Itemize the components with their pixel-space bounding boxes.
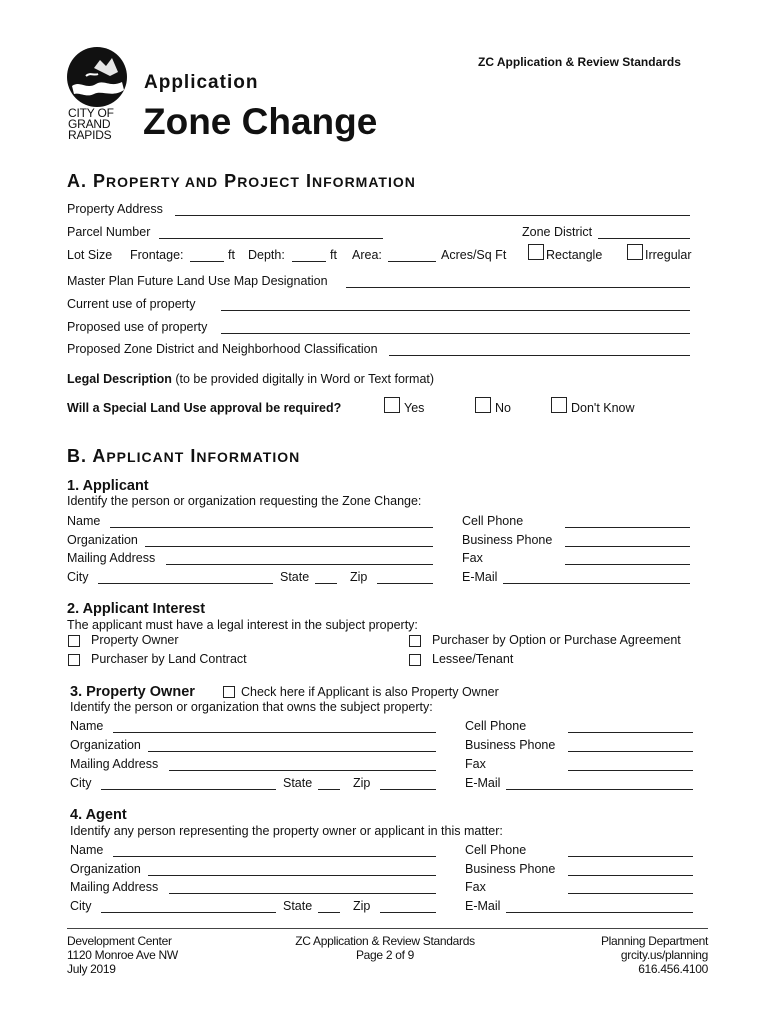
- owner-zip-label: Zip: [353, 776, 371, 790]
- special-land-use-question: Will a Special Land Use approval be required?: [67, 401, 342, 415]
- agent-state-label: State: [283, 899, 313, 913]
- area-label: Area:: [352, 248, 382, 262]
- agent-business-field[interactable]: [568, 875, 693, 876]
- special-dont-know-checkbox[interactable]: [551, 397, 567, 413]
- owner-email-field[interactable]: [506, 789, 693, 790]
- owner-state-label: State: [283, 776, 313, 790]
- section-a-title: A. PROPERTY AND PROJECT INFORMATION: [67, 171, 416, 191]
- applicant-city-field[interactable]: [98, 583, 273, 584]
- agent-mailing-label: Mailing Address: [70, 880, 159, 894]
- owner-mailing-field[interactable]: [169, 770, 436, 771]
- current-use-label: Current use of property: [67, 297, 196, 311]
- applicant-state-label: State: [280, 570, 310, 584]
- agent-city-label: City: [70, 899, 92, 913]
- applicant-fax-field[interactable]: [565, 564, 690, 565]
- owner-same-checkbox[interactable]: [223, 686, 235, 698]
- owner-mailing-label: Mailing Address: [70, 757, 159, 771]
- applicant-name-label: Name: [67, 514, 101, 528]
- current-use-field[interactable]: [221, 310, 690, 311]
- agent-fax-field[interactable]: [568, 893, 693, 894]
- agent-heading: 4. Agent: [70, 807, 127, 823]
- acres-label: Acres/Sq Ft: [441, 248, 507, 262]
- agent-fax-label: Fax: [465, 880, 486, 894]
- agent-state-field[interactable]: [318, 912, 340, 913]
- interest-lessee-checkbox[interactable]: [409, 654, 421, 666]
- interest-desc: The applicant must have a legal interest in the subject property:: [67, 618, 418, 632]
- rectangle-label: Rectangle: [546, 248, 603, 262]
- lot-size-label: Lot Size: [67, 248, 113, 262]
- interest-option-label: Purchaser by Option or Purchase Agreement: [432, 633, 681, 647]
- interest-option-checkbox[interactable]: [409, 635, 421, 647]
- applicant-email-label: E-Mail: [462, 570, 498, 584]
- legal-description: Legal Description (to be provided digitally in Word or Text format): [67, 372, 435, 386]
- agent-zip-field[interactable]: [380, 912, 436, 913]
- agent-name-field[interactable]: [113, 856, 436, 857]
- owner-cell-label: Cell Phone: [465, 719, 527, 733]
- special-no-label: No: [495, 401, 511, 415]
- owner-org-label: Organization: [70, 738, 141, 752]
- owner-city-label: City: [70, 776, 92, 790]
- owner-email-label: E-Mail: [465, 776, 501, 790]
- agent-cell-label: Cell Phone: [465, 843, 527, 857]
- owner-heading: 3. Property Owner: [70, 684, 195, 700]
- agent-name-label: Name: [70, 843, 104, 857]
- agent-email-label: E-Mail: [465, 899, 501, 913]
- applicant-zip-label: Zip: [350, 570, 368, 584]
- special-yes-checkbox[interactable]: [384, 397, 400, 413]
- agent-mailing-field[interactable]: [169, 893, 436, 894]
- agent-city-field[interactable]: [101, 912, 276, 913]
- applicant-org-label: Organization: [67, 533, 138, 547]
- agent-org-field[interactable]: [148, 875, 436, 876]
- applicant-cell-label: Cell Phone: [462, 514, 524, 528]
- area-field[interactable]: [388, 261, 436, 262]
- applicant-cell-field[interactable]: [565, 527, 690, 528]
- irregular-checkbox[interactable]: [627, 244, 643, 260]
- footer-center: ZC Application & Review Standards Page 2 of 9: [295, 934, 475, 962]
- owner-same-label: Check here if Applicant is also Property Owner: [241, 685, 499, 699]
- application-label: Application: [144, 72, 259, 93]
- depth-field[interactable]: [292, 261, 326, 262]
- interest-land-contract-label: Purchaser by Land Contract: [91, 652, 247, 666]
- applicant-mailing-field[interactable]: [166, 564, 433, 565]
- applicant-mailing-label: Mailing Address: [67, 551, 156, 565]
- applicant-desc: Identify the person or organization requesting the Zone Change:: [67, 494, 422, 508]
- city-logo: [66, 46, 128, 108]
- owner-desc: Identify the person or organization that owns the subject property:: [70, 700, 433, 714]
- frontage-field[interactable]: [190, 261, 224, 262]
- owner-zip-field[interactable]: [380, 789, 436, 790]
- interest-owner-label: Property Owner: [91, 633, 179, 647]
- applicant-business-label: Business Phone: [462, 533, 553, 547]
- proposed-zone-label: Proposed Zone District and Neighborhood Classification: [67, 342, 378, 356]
- irregular-label: Irregular: [645, 248, 692, 262]
- section-b-title: B. APPLICANT INFORMATION: [67, 446, 301, 466]
- proposed-use-label: Proposed use of property: [67, 320, 208, 334]
- parcel-number-field[interactable]: [159, 238, 383, 239]
- page-title: Zone Change: [143, 101, 378, 142]
- zone-district-field[interactable]: [598, 238, 690, 239]
- rectangle-checkbox[interactable]: [528, 244, 544, 260]
- proposed-zone-field[interactable]: [389, 355, 690, 356]
- applicant-heading: 1. Applicant: [67, 478, 149, 494]
- depth-label: Depth:: [248, 248, 285, 262]
- property-address-label: Property Address: [67, 202, 163, 216]
- logo-text: CITY OF GRAND RAPIDS: [68, 106, 114, 142]
- agent-business-label: Business Phone: [465, 862, 556, 876]
- footer-divider: [67, 928, 708, 929]
- parcel-number-label: Parcel Number: [67, 225, 151, 239]
- owner-name-field[interactable]: [113, 732, 436, 733]
- standards-header: ZC Application & Review Standards: [478, 55, 681, 69]
- owner-business-label: Business Phone: [465, 738, 556, 752]
- agent-zip-label: Zip: [353, 899, 371, 913]
- applicant-zip-field[interactable]: [377, 583, 433, 584]
- owner-fax-label: Fax: [465, 757, 486, 771]
- proposed-use-field[interactable]: [221, 333, 690, 334]
- agent-email-field[interactable]: [506, 912, 693, 913]
- city-logo-icon: [66, 46, 128, 108]
- interest-land-contract-checkbox[interactable]: [68, 654, 80, 666]
- agent-org-label: Organization: [70, 862, 141, 876]
- footer-right: Planning Department grcity.us/planning 616.456.4100: [600, 934, 708, 976]
- applicant-business-field[interactable]: [565, 546, 690, 547]
- owner-org-field[interactable]: [148, 751, 436, 752]
- master-plan-field[interactable]: [346, 287, 690, 288]
- zone-district-label: Zone District: [522, 225, 593, 239]
- applicant-org-field[interactable]: [145, 546, 433, 547]
- interest-owner-checkbox[interactable]: [68, 635, 80, 647]
- special-no-checkbox[interactable]: [475, 397, 491, 413]
- special-yes-label: Yes: [404, 401, 425, 415]
- owner-city-field[interactable]: [101, 789, 276, 790]
- property-address-field[interactable]: [175, 215, 690, 216]
- owner-fax-field[interactable]: [568, 770, 693, 771]
- footer-left: Development Center 1120 Monroe Ave NW July 2019: [67, 934, 178, 976]
- frontage-unit: ft: [228, 248, 235, 262]
- owner-state-field[interactable]: [318, 789, 340, 790]
- applicant-state-field[interactable]: [315, 583, 337, 584]
- frontage-label: Frontage:: [130, 248, 184, 262]
- depth-unit: ft: [330, 248, 337, 262]
- special-dont-know-label: Don't Know: [571, 401, 635, 415]
- master-plan-label: Master Plan Future Land Use Map Designation: [67, 274, 328, 288]
- interest-heading: 2. Applicant Interest: [67, 601, 206, 617]
- agent-desc: Identify any person representing the property owner or applicant in this matter:: [70, 824, 503, 838]
- agent-cell-field[interactable]: [568, 856, 693, 857]
- owner-business-field[interactable]: [568, 751, 693, 752]
- interest-lessee-label: Lessee/Tenant: [432, 652, 514, 666]
- applicant-name-field[interactable]: [110, 527, 433, 528]
- owner-cell-field[interactable]: [568, 732, 693, 733]
- applicant-fax-label: Fax: [462, 551, 483, 565]
- owner-name-label: Name: [70, 719, 104, 733]
- applicant-email-field[interactable]: [503, 583, 690, 584]
- applicant-city-label: City: [67, 570, 89, 584]
